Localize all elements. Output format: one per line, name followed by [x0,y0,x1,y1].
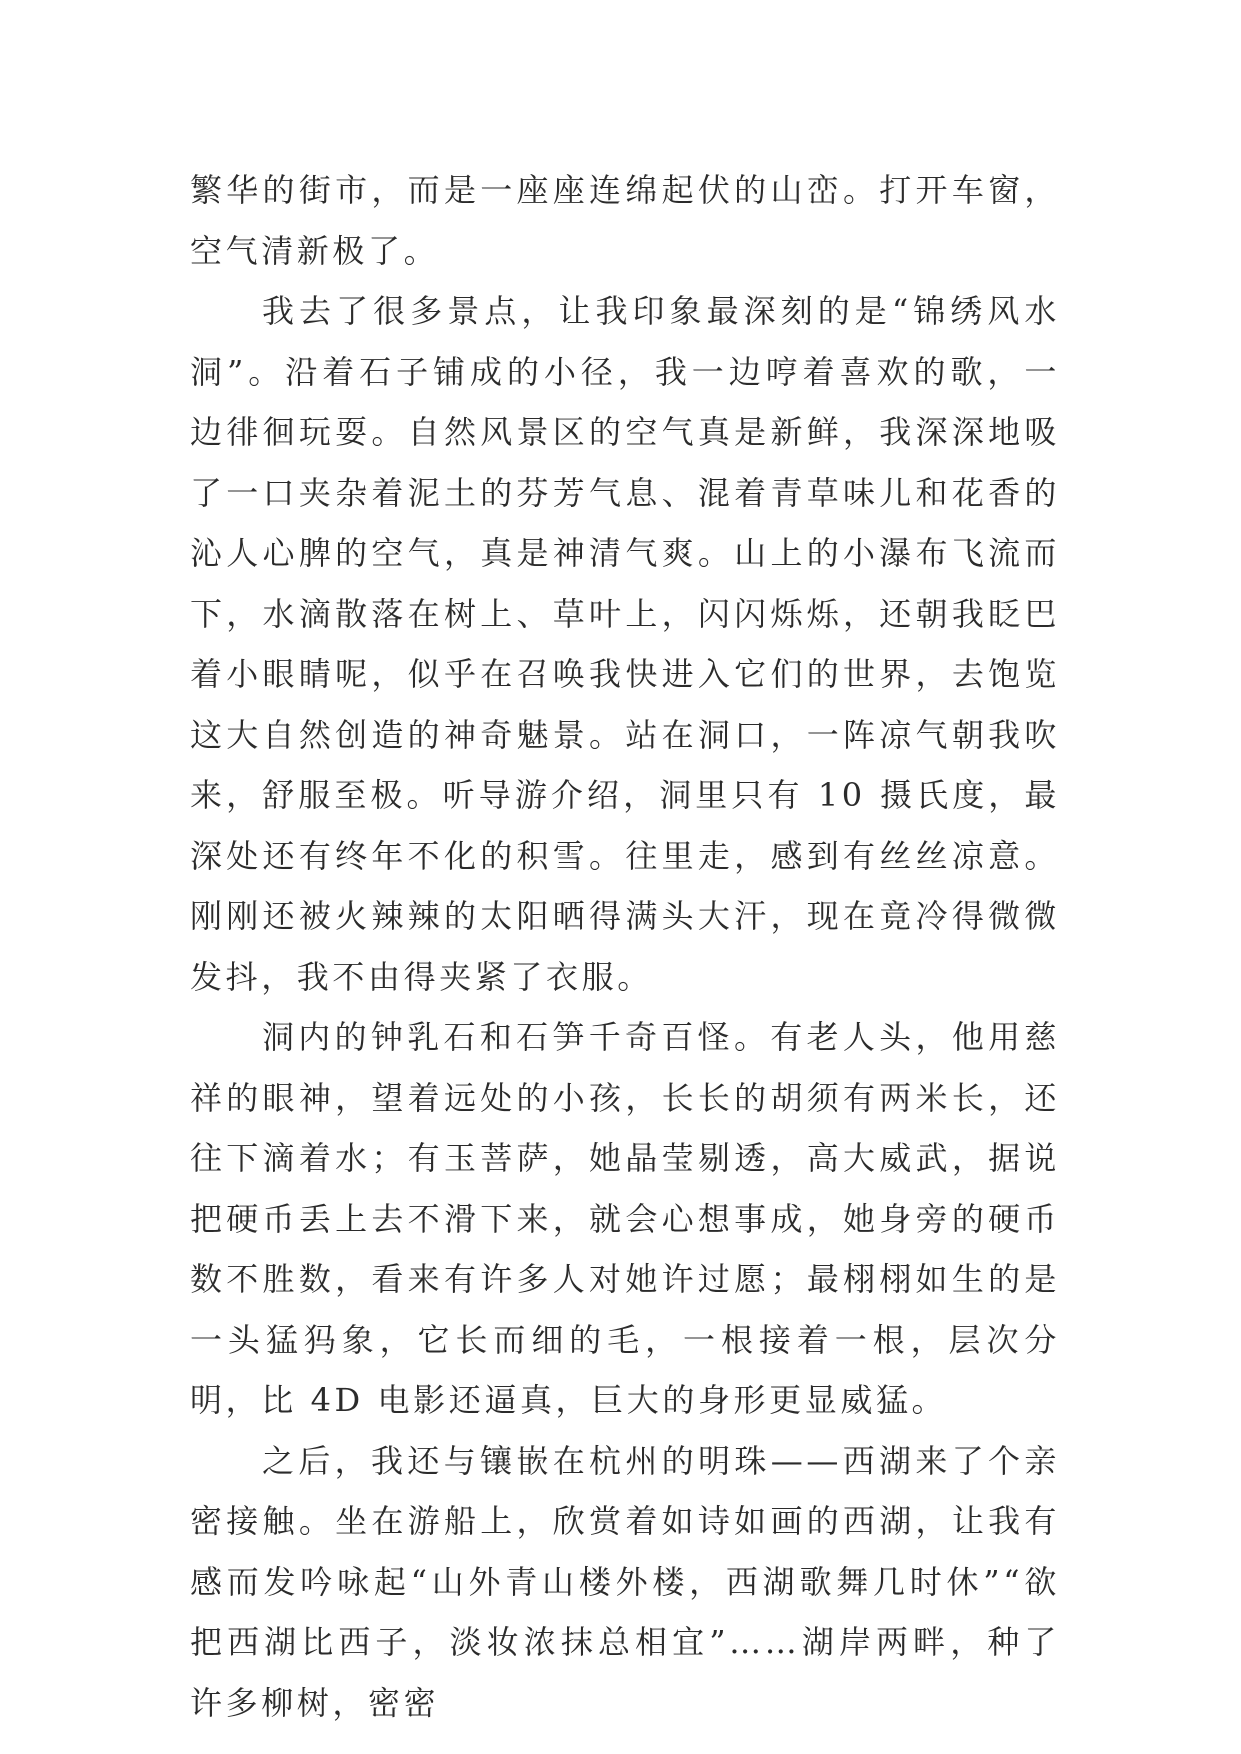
paragraph-4: 之后，我还与镶嵌在杭州的明珠——西湖来了个亲密接触。坐在游船上，欣赏着如诗如画的西湖，让我有感而发吟咏起“山外青山楼外楼，西湖歌舞几时休”“欲把西湖比西子，淡妆浓抹总相宜”……湖岸两畔，种了许多柳树，密密 [190,1441,1060,1722]
paragraph-2: 我去了很多景点，让我印象最深刻的是“锦绣风水洞”。沿着石子铺成的小径，我一边哼着喜欢的歌，一边徘徊玩耍。自然风景区的空气真是新鲜，我深深地吸了一口夹杂着泥土的芬芳气息、混着青草味儿和花香的沁人心脾的空气，真是神清气爽。山上的小瀑布飞流而下，水滴散落在树上、草叶上，闪闪烁烁，还朝我眨巴着小眼睛呢，似乎在召唤我快进入它们的世界，去饱览这大自然创造的神奇魅景。站在洞口，一阵凉气朝我吹来，舒服至极。听导游介绍，洞里只有 10 摄氏度，最深处还有终年不化的积雪。往里走，感到有丝丝凉意。刚刚还被火辣辣的太阳晒得满头大汗，现在竟冷得微微发抖，我不由得夹紧了衣服。 [190,292,1060,996]
paragraph-3: 洞内的钟乳石和石笋千奇百怪。有老人头，他用慈祥的眼神，望着远处的小孩，长长的胡须有两米长，还往下滴着水；有玉菩萨，她晶莹剔透，高大威武，据说把硬币丢上去不滑下来，就会心想事成，她身旁的硬币数不胜数，看来有许多人对她许过愿；最栩栩如生的是一头猛犸象，它长而细的毛，一根接着一根，层次分明，比 4D 电影还逼真，巨大的身形更显威猛。 [190,1018,1060,1419]
paragraph-1: 繁华的街市，而是一座座连绵起伏的山峦。打开车窗，空气清新极了。 [190,171,1060,270]
body-text [190,160,1060,1733]
